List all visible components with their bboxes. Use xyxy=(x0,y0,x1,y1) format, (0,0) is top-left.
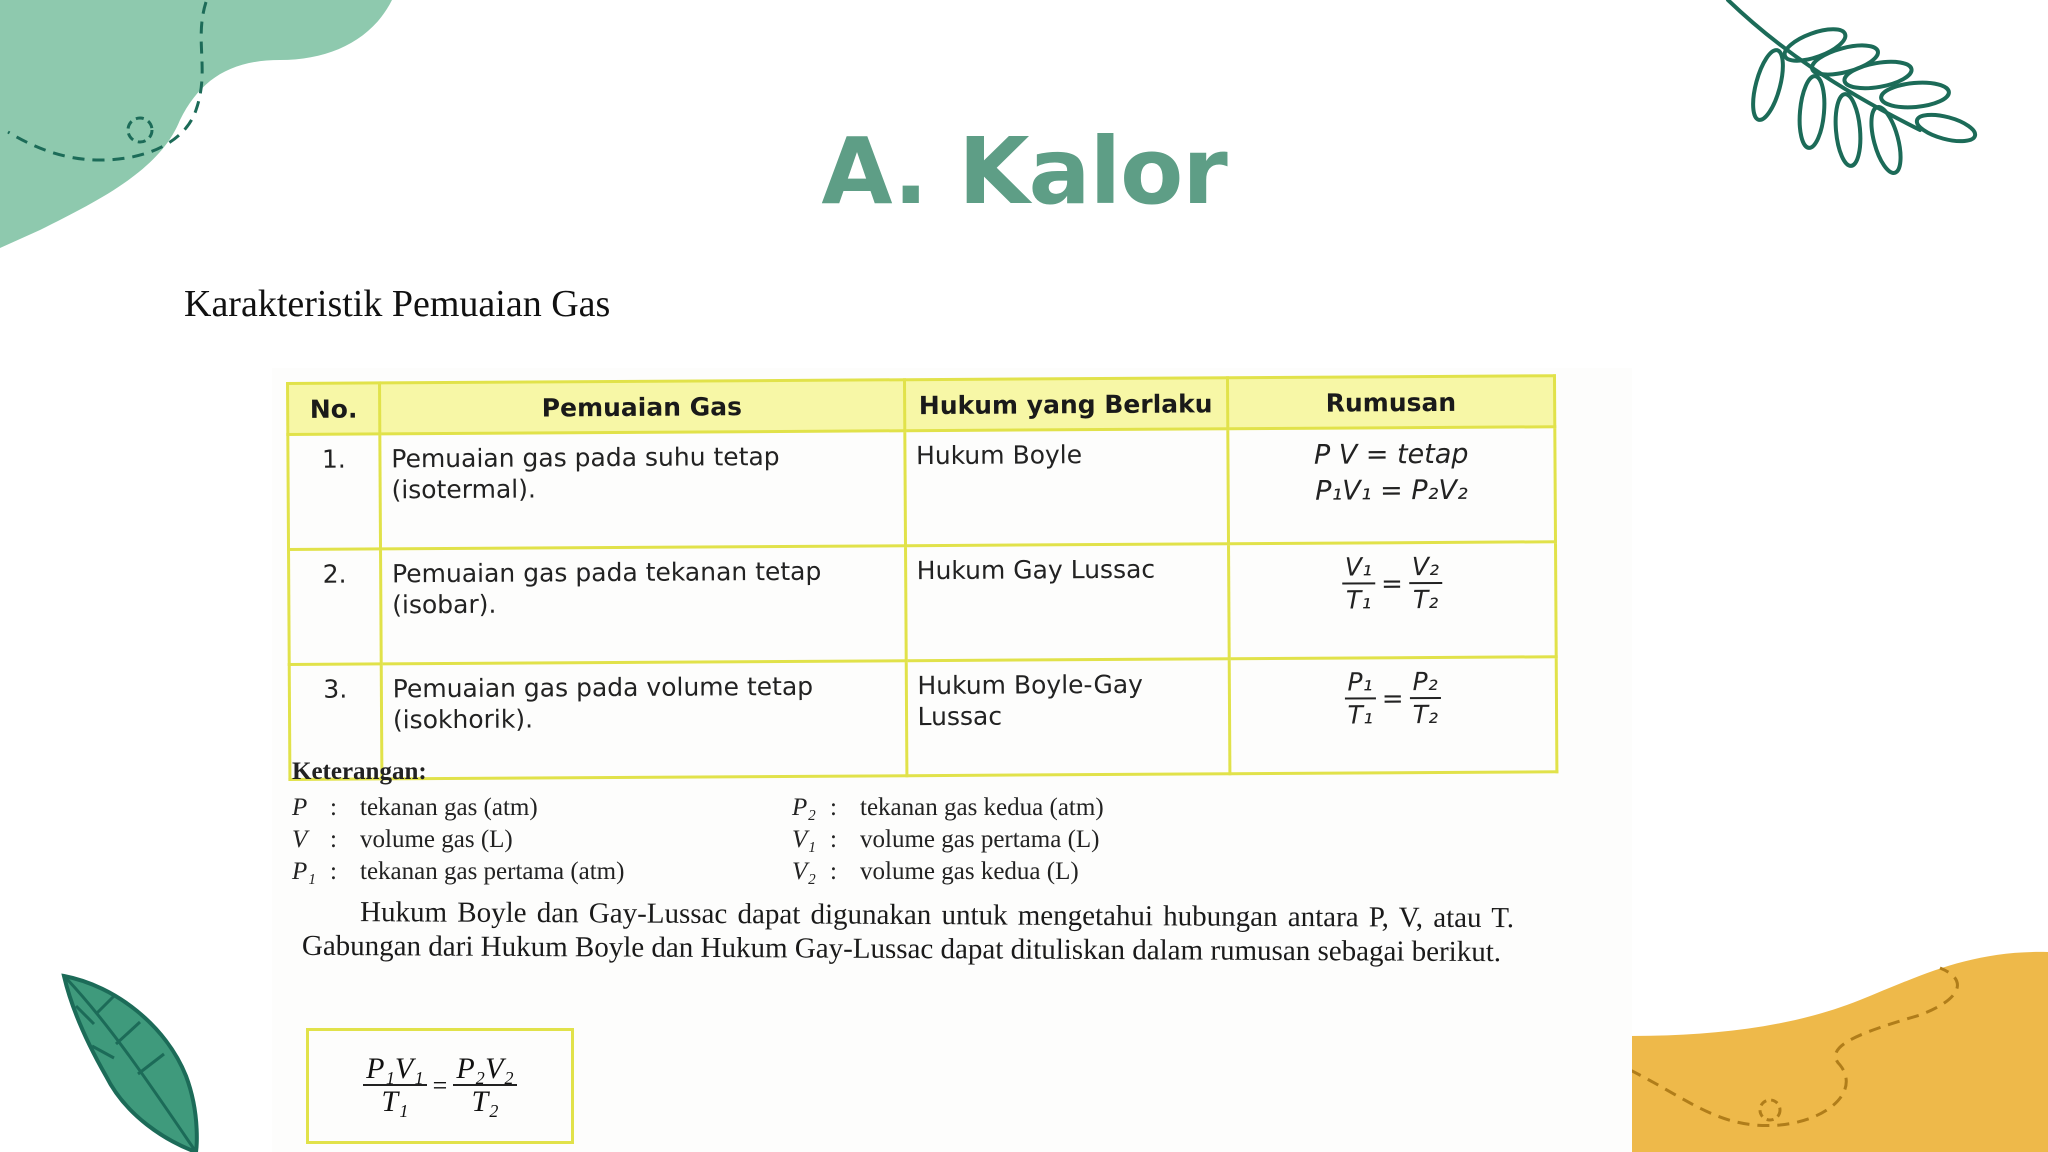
legend-colon: : xyxy=(330,826,337,853)
legend-item xyxy=(792,824,1292,856)
formula-line: P₁V₁ = P₂V₂ xyxy=(1315,474,1468,507)
legend-item xyxy=(292,856,792,888)
table-row xyxy=(288,427,1556,550)
column-header-no: No. xyxy=(288,383,380,435)
legend-text: tekanan gas pertama (atm) xyxy=(360,858,625,885)
yellow-blob-decoration xyxy=(1630,940,2048,1152)
legend-symbol: V₁ xyxy=(792,826,816,853)
legend-text: volume gas (L) xyxy=(360,826,513,853)
row-law: Hukum Gay Lussac xyxy=(905,544,1229,661)
numerator: P₂V₂ xyxy=(453,1054,517,1086)
legend-keterangan xyxy=(292,758,1292,888)
explanation-paragraph xyxy=(302,895,1514,969)
legend-colon: : xyxy=(330,858,337,885)
denominator: T₂ xyxy=(471,1085,499,1118)
legend-symbol: V₂ xyxy=(792,858,816,885)
row-number: 2. xyxy=(289,549,382,665)
legend-text: tekanan gas kedua (atm) xyxy=(860,794,1104,821)
legend-text: tekanan gas (atm) xyxy=(360,794,538,821)
fraction xyxy=(453,1054,517,1118)
leaf-decoration xyxy=(56,966,206,1152)
legend-text: volume gas pertama (L) xyxy=(860,826,1100,853)
fraction xyxy=(1342,552,1376,616)
equals-sign: = xyxy=(1381,683,1404,714)
table-header-row xyxy=(288,376,1555,435)
numerator: P₁V₁ xyxy=(363,1054,427,1086)
formula-line: P V = tetap xyxy=(1313,438,1469,471)
legend-colon: : xyxy=(830,826,837,853)
legend-symbol: P₁ xyxy=(292,858,316,885)
legend-item xyxy=(792,792,1292,824)
row-formula xyxy=(1229,657,1557,774)
denominator: T₂ xyxy=(1412,699,1439,730)
paragraph-text: Hukum Boyle dan Gay-Lussac dapat digunakan untuk mengetahui hubungan antara P, V, atau T. Gabungan dari Hukum Boyle dan Hukum Gay-Lussac dapat dituliskan dalam rumusan sebagai berikut. xyxy=(301,896,1515,969)
row-formula xyxy=(1227,427,1555,544)
row-law: Hukum Boyle xyxy=(904,429,1228,546)
fraction xyxy=(363,1054,427,1118)
column-header-pemuaian-gas: Pemuaian Gas xyxy=(379,380,904,434)
row-law: Hukum Boyle-Gay Lussac xyxy=(906,659,1230,776)
legend-colon: : xyxy=(330,794,337,821)
row-description: Pemuaian gas pada tekanan tetap (isobar). xyxy=(380,546,905,664)
legend-colon: : xyxy=(830,858,837,885)
legend-item xyxy=(792,856,1292,888)
legend-text: volume gas kedua (L) xyxy=(860,858,1079,885)
numerator: P₂ xyxy=(1409,667,1440,699)
textbook-page-photo xyxy=(272,368,1632,1152)
table-row xyxy=(289,542,1557,665)
column-header-hukum: Hukum yang Berlaku xyxy=(904,378,1227,431)
combined-gas-law-formula xyxy=(306,1028,574,1144)
legend-symbol: V xyxy=(292,826,308,853)
legend-title: Keterangan: xyxy=(292,758,427,785)
legend-item xyxy=(292,824,792,856)
legend-left-column xyxy=(292,792,792,888)
equals-sign: = xyxy=(1381,568,1404,599)
legend-symbol: P₂ xyxy=(792,794,816,821)
numerator: P₁ xyxy=(1344,667,1375,699)
legend-symbol: P xyxy=(292,794,308,821)
denominator: T₁ xyxy=(1347,700,1374,730)
denominator: T₁ xyxy=(381,1085,409,1118)
fraction xyxy=(1409,552,1443,616)
numerator: V₁ xyxy=(1342,552,1375,584)
fraction xyxy=(1409,667,1441,731)
column-header-rumusan: Rumusan xyxy=(1227,376,1555,429)
fraction xyxy=(1344,667,1376,731)
row-formula xyxy=(1228,542,1556,659)
denominator: T₂ xyxy=(1412,584,1439,615)
legend-colon: : xyxy=(830,794,837,821)
row-description: Pemuaian gas pada volume tetap (isokhorik). xyxy=(381,661,906,779)
slide-title: A. Kalor xyxy=(821,118,1227,225)
legend-item xyxy=(292,792,792,824)
row-number: 3. xyxy=(289,664,382,780)
slide-subtitle: Karakteristik Pemuaian Gas xyxy=(184,283,611,325)
gas-expansion-table xyxy=(286,374,1558,781)
numerator: V₂ xyxy=(1409,552,1442,584)
row-number: 1. xyxy=(288,434,381,550)
equals-sign: = xyxy=(432,1071,448,1100)
row-description: Pemuaian gas pada suhu tetap (isotermal). xyxy=(380,431,905,549)
denominator: T₁ xyxy=(1345,585,1372,615)
legend-right-column xyxy=(792,792,1292,888)
